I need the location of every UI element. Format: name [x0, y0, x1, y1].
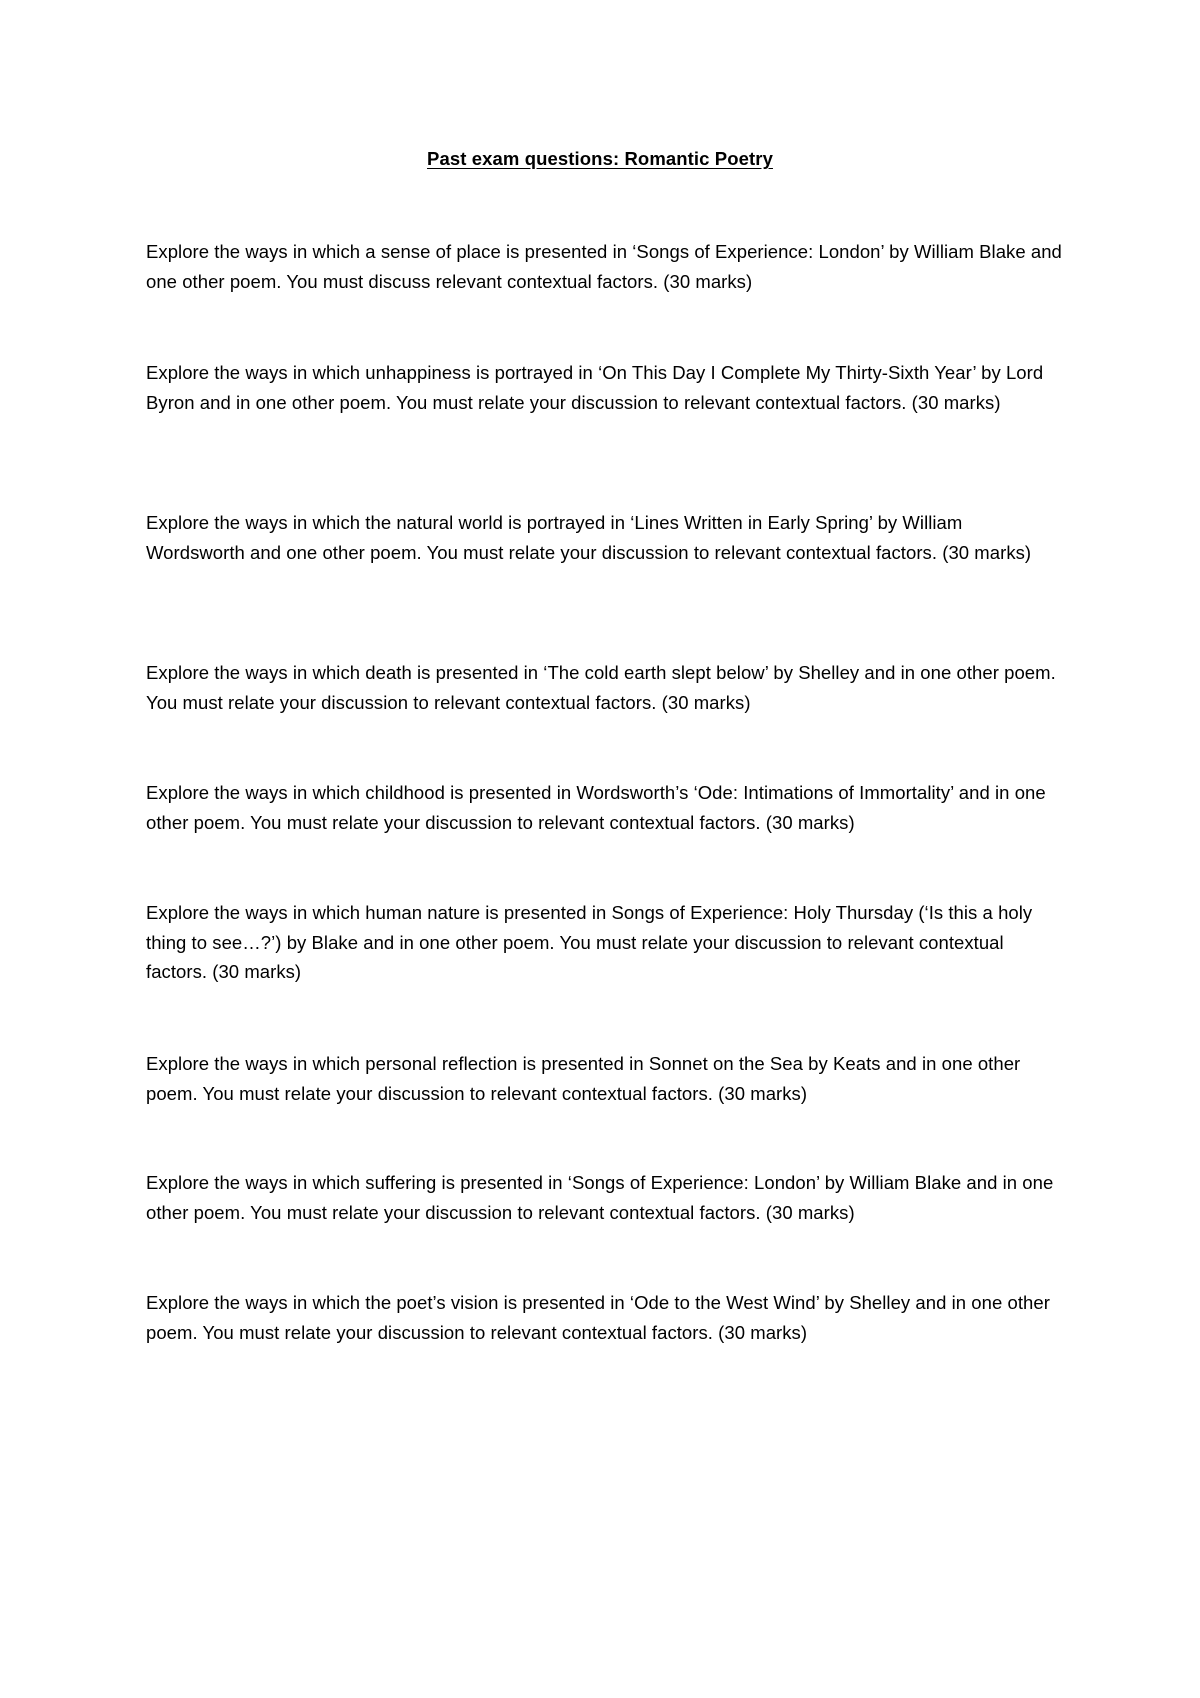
question-4: Explore the ways in which death is presented in ‘The cold earth slept below’ by Shelley and in one other poem. You must relate your discussion to relevant contextual factors. (30 marks): [146, 662, 1056, 713]
page-title: Past exam questions: Romantic Poetry: [427, 148, 773, 169]
question-3: Explore the ways in which the natural world is portrayed in ‘Lines Written in Early Spring’ by William Wordsworth and one other poem. You must relate your discussion to relevant contextual factors. (30 marks): [146, 512, 1032, 563]
question-8: Explore the ways in which suffering is presented in ‘Songs of Experience: London’ by William Blake and in one other poem. You must relate your discussion to relevant contextual factors. (30 marks): [146, 1172, 1054, 1223]
question-2: Explore the ways in which unhappiness is portrayed in ‘On This Day I Complete My Thirty-Sixth Year’ by Lord Byron and in one other poem. You must relate your discussion to relevant contextual factors. (30 marks): [146, 362, 1044, 413]
question-9: Explore the ways in which the poet’s vision is presented in ‘Ode to the West Wind’ by Shelley and in one other poem. You must relate your discussion to relevant contextual factors. (30 marks): [146, 1292, 1050, 1343]
question-1: Explore the ways in which a sense of place is presented in ‘Songs of Experience: London’ by William Blake and one other poem. You must discuss relevant contextual factors. (30 marks): [146, 241, 1062, 292]
question-5: Explore the ways in which childhood is presented in Wordsworth’s ‘Ode: Intimations of Immortality’ and in one other poem. You must relate your discussion to relevant contextual factors. (30 marks): [146, 782, 1046, 833]
question-7: Explore the ways in which personal reflection is presented in Sonnet on the Sea by Keats and in one other poem. You must relate your discussion to relevant contextual factors. (30 marks): [146, 1053, 1021, 1104]
question-6: Explore the ways in which human nature is presented in Songs of Experience: Holy Thursday (‘Is this a holy thing to see…?’) by Blake and in one other poem. You must relate your discussion to relevant contextual factors. (30 marks): [146, 902, 1033, 982]
